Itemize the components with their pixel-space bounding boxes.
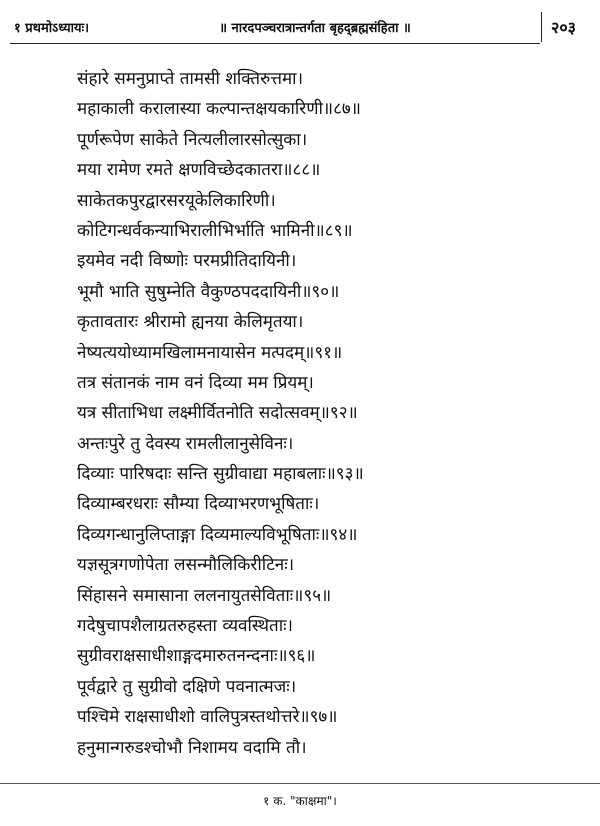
verse-line: दिव्याम्बरधराः सौम्या दिव्याभरणभूषिताः। xyxy=(77,494,320,515)
verse-line: कोटिगन्धर्वकन्याभिरालीभिर्भाति भामिनी॥८९॥ xyxy=(77,220,353,241)
page-header xyxy=(0,0,600,44)
verse-line: गदेषुचापशैलाग्रतरुहस्ता व्यवस्थिताः। xyxy=(77,616,293,637)
header-rule xyxy=(10,43,540,44)
header-divider xyxy=(541,12,542,42)
verse-line: दिव्याः पारिषदाः सन्ति सुग्रीवाद्या महाबलाः॥९३॥ xyxy=(77,464,364,485)
verse-line: यत्र सीताभिधा लक्ष्मीर्वितनोति सदोत्सवम्॥९२॥ xyxy=(77,403,358,424)
verse-line: सुग्रीवराक्षसाधीशाङ्गदमारुतनन्दनाः॥९६॥ xyxy=(77,646,316,667)
verse-list xyxy=(77,64,577,763)
page-number: २०३ xyxy=(551,18,576,37)
verse-line: पूर्णरूपेण साकेते नित्यलीलारसोत्सुका। xyxy=(77,129,308,150)
running-title: ॥ नारदपञ्चरात्रान्तर्गता बृहद्ब्रह्मसंहिता ॥ xyxy=(219,21,411,36)
verse-line: नेष्यत्ययोध्यामखिलामनायासेन मत्पदम्॥९१॥ xyxy=(77,342,343,363)
verse-line: दिव्यगन्धानुलिप्ताङ्गा दिव्यमाल्यविभूषिताः॥९४॥ xyxy=(77,524,358,545)
verse-line: भूमौ भाति सुषुम्नेति वैकुण्ठपददायिनी॥९०॥ xyxy=(77,281,340,302)
verse-line: साकेतकपुरद्वारसरयूकेलिकारिणी। xyxy=(77,190,276,211)
verse-line: पश्चिमे राक्षसाधीशो वालिपुत्रस्तथोत्तरे॥९७॥ xyxy=(77,707,338,728)
verse-line: कृतावतारः श्रीरामो ह्यनया केलिमृतया। xyxy=(77,312,304,333)
verse-line: पूर्वद्वारे तु सुग्रीवो दक्षिणे पवनात्मजः। xyxy=(77,676,297,697)
verse-line: हनुमान्गरुडश्चोभौ निशामय वदामि तौ। xyxy=(77,737,307,758)
footnote-rule xyxy=(0,783,600,784)
verse-line: तत्र संतानकं नाम वनं दिव्या मम प्रियम्। xyxy=(77,372,314,393)
chapter-heading: १ प्रथमोऽध्यायः। xyxy=(14,21,90,36)
verse-line: संहारे समनुप्राप्ते तामसी शक्तिरुत्तमा। xyxy=(77,69,304,89)
verse-line: सिंहासने समासाना ललनायुतसेविताः॥९५॥ xyxy=(77,585,332,606)
verse-line: मया रामेण रमते क्षणविच्छेदकातरा॥८८॥ xyxy=(77,160,321,181)
footnote: १ क. "काक्षमा"। xyxy=(263,794,337,808)
verse-line: महाकाली करालास्या कल्पान्तक्षयकारिणी॥८७॥ xyxy=(77,99,361,120)
verse-line: अन्तःपुरे तु देवस्य रामलीलानुसेविनः। xyxy=(77,433,294,454)
verse-line: यज्ञसूत्रगणोपेता लसन्मौलिकिरीटिनः। xyxy=(77,555,295,576)
verse-line: इयमेव नदी विष्णोः परमप्रीतिदायिनी। xyxy=(77,251,297,272)
